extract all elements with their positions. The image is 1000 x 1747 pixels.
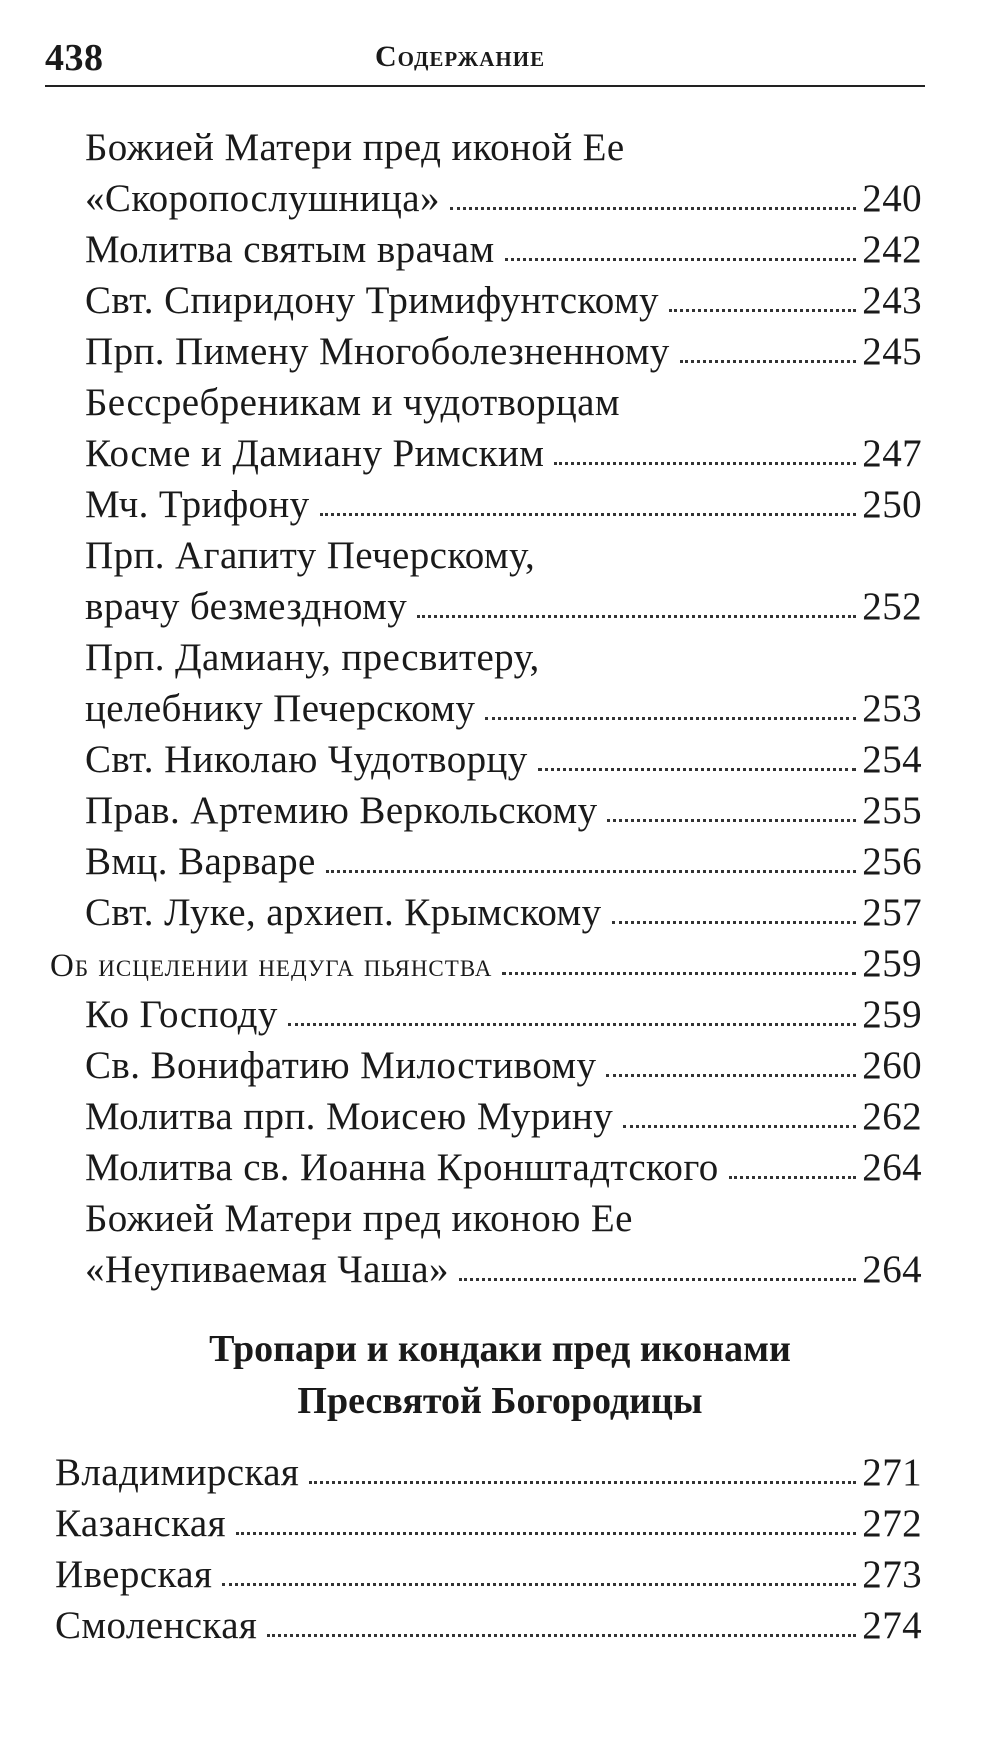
page-number: 438 (45, 37, 104, 79)
toc-entry-title: Казанская (55, 1502, 226, 1545)
toc-entry-page: 273 (862, 1553, 922, 1596)
toc-entry-title: Иверская (55, 1553, 213, 1596)
dot-leader (554, 462, 856, 465)
dot-leader (236, 1532, 856, 1535)
toc-entry-title: Бессребреникам и чудотворцам (85, 381, 620, 424)
toc-entry (55, 1542, 922, 1594)
toc-entry (85, 1237, 922, 1289)
toc-entry-title: «Неупиваемая Чаша» (85, 1248, 449, 1291)
toc-entry-page: 245 (862, 330, 922, 373)
toc-entry-title: Свт. Спиридону Тримифунтскому (85, 279, 659, 322)
toc-entry-title: Смоленская (55, 1604, 258, 1647)
toc-entry-title: Молитва св. Иоанна Кронштадтского (85, 1146, 719, 1189)
toc-entry (85, 574, 922, 626)
toc-entry-page: 274 (862, 1604, 922, 1647)
toc-entry-page: 256 (862, 840, 922, 883)
dot-leader (502, 972, 856, 975)
dot-leader (326, 870, 857, 873)
toc-section-entry (50, 931, 922, 983)
toc-entry-page: 255 (862, 789, 922, 832)
toc-entry-title: Божией Матери пред иконою Ее (85, 1197, 633, 1240)
toc-entry-page: 264 (862, 1146, 922, 1189)
section-heading-line-1: Тропари и кондаки пред иконами (209, 1328, 791, 1370)
dot-leader (267, 1634, 856, 1637)
toc-entry-page: 264 (862, 1248, 922, 1291)
dot-leader (612, 921, 857, 924)
toc-entry-page: 252 (862, 585, 922, 628)
toc-entry (85, 676, 922, 728)
toc-entry (55, 1440, 922, 1492)
dot-leader (450, 207, 856, 210)
toc-entry (55, 1491, 922, 1543)
toc-entry-title: врачу безмездному (85, 585, 408, 628)
toc-entry-title: целебнику Печерскому (85, 687, 476, 730)
toc-entry (85, 880, 922, 932)
toc-entry-title: Свт. Николаю Чудотворцу (85, 738, 528, 781)
toc-entry-title: Косме и Дамиану Римским (85, 432, 545, 475)
toc-entry (85, 1084, 922, 1136)
toc-entry-page: 259 (862, 993, 922, 1036)
toc-entry (85, 268, 922, 320)
toc-entry (85, 115, 625, 167)
dot-leader (417, 615, 856, 618)
toc-entry (85, 166, 922, 218)
page-header (45, 30, 925, 87)
toc-entry-page: 253 (862, 687, 922, 730)
toc-entry (85, 727, 922, 779)
toc-entry (85, 421, 922, 473)
dot-leader (538, 768, 857, 771)
toc-entry-title: Свт. Луке, архиеп. Крымскому (85, 891, 602, 934)
toc-entry-page: 260 (862, 1044, 922, 1087)
section-heading-line-2: Пресвятой Богородицы (297, 1380, 703, 1422)
dot-leader (459, 1278, 856, 1281)
toc-entry (85, 982, 922, 1034)
running-head: Содержание (375, 40, 546, 73)
toc-entry (55, 1593, 922, 1645)
dot-leader (680, 360, 857, 363)
dot-leader (669, 309, 856, 312)
toc-entry-title: Божией Матери пред иконой Ее (85, 126, 625, 169)
toc-entry (85, 1135, 922, 1187)
toc-entry-title: «Скоропослушница» (85, 177, 440, 220)
toc-entry-page: 242 (862, 228, 922, 271)
toc-entry-page: 254 (862, 738, 922, 781)
toc-entry (85, 370, 620, 422)
toc-entry (85, 1033, 922, 1085)
toc-entry-title: Молитва прп. Моисею Мурину (85, 1095, 614, 1138)
toc-entry-title: Прп. Дамиану, пресвитеру, (85, 636, 540, 679)
toc-entry-title: Прп. Агапиту Печерскому, (85, 534, 536, 577)
toc-entry-title: Владимирская (55, 1451, 300, 1494)
dot-leader (222, 1583, 856, 1586)
toc-entry-title: Об исцелении недуга пьянства (50, 948, 493, 984)
toc-entry-page: 272 (862, 1502, 922, 1545)
toc-entry-title: Ко Господу (85, 993, 278, 1036)
toc-entry (85, 625, 540, 677)
toc-entry (85, 778, 922, 830)
toc-entry (85, 319, 922, 371)
toc-entry (85, 1186, 633, 1238)
toc-entry-title: Молитва святым врачам (85, 228, 495, 271)
dot-leader (607, 819, 856, 822)
toc-entry-page: 243 (862, 279, 922, 322)
dot-leader (288, 1023, 856, 1026)
toc-entry (85, 217, 922, 269)
toc-entry-title: Прп. Пимену Многоболезненному (85, 330, 670, 373)
toc-entry-page: 262 (862, 1095, 922, 1138)
toc-entry-title: Вмц. Варваре (85, 840, 316, 883)
toc-entry-page: 240 (862, 177, 922, 220)
dot-leader (309, 1481, 856, 1484)
dot-leader (320, 513, 857, 516)
dot-leader (623, 1125, 856, 1128)
toc-entry-title: Св. Вонифатию Милостивому (85, 1044, 597, 1087)
toc-entry (85, 523, 535, 575)
dot-leader (729, 1176, 857, 1179)
toc-entry-page: 250 (862, 483, 922, 526)
toc-entry-page: 259 (862, 942, 922, 985)
toc-entry-page: 247 (862, 432, 922, 475)
dot-leader (606, 1074, 856, 1077)
toc-entry-title: Мч. Трифону (85, 483, 310, 526)
toc-entry (85, 829, 922, 881)
toc-entry-title: Прав. Артемию Веркольскому (85, 789, 598, 832)
toc-entry-page: 257 (862, 891, 922, 934)
dot-leader (505, 258, 857, 261)
toc-entry (85, 472, 922, 524)
dot-leader (485, 717, 856, 720)
toc-entry-page: 271 (862, 1451, 922, 1494)
